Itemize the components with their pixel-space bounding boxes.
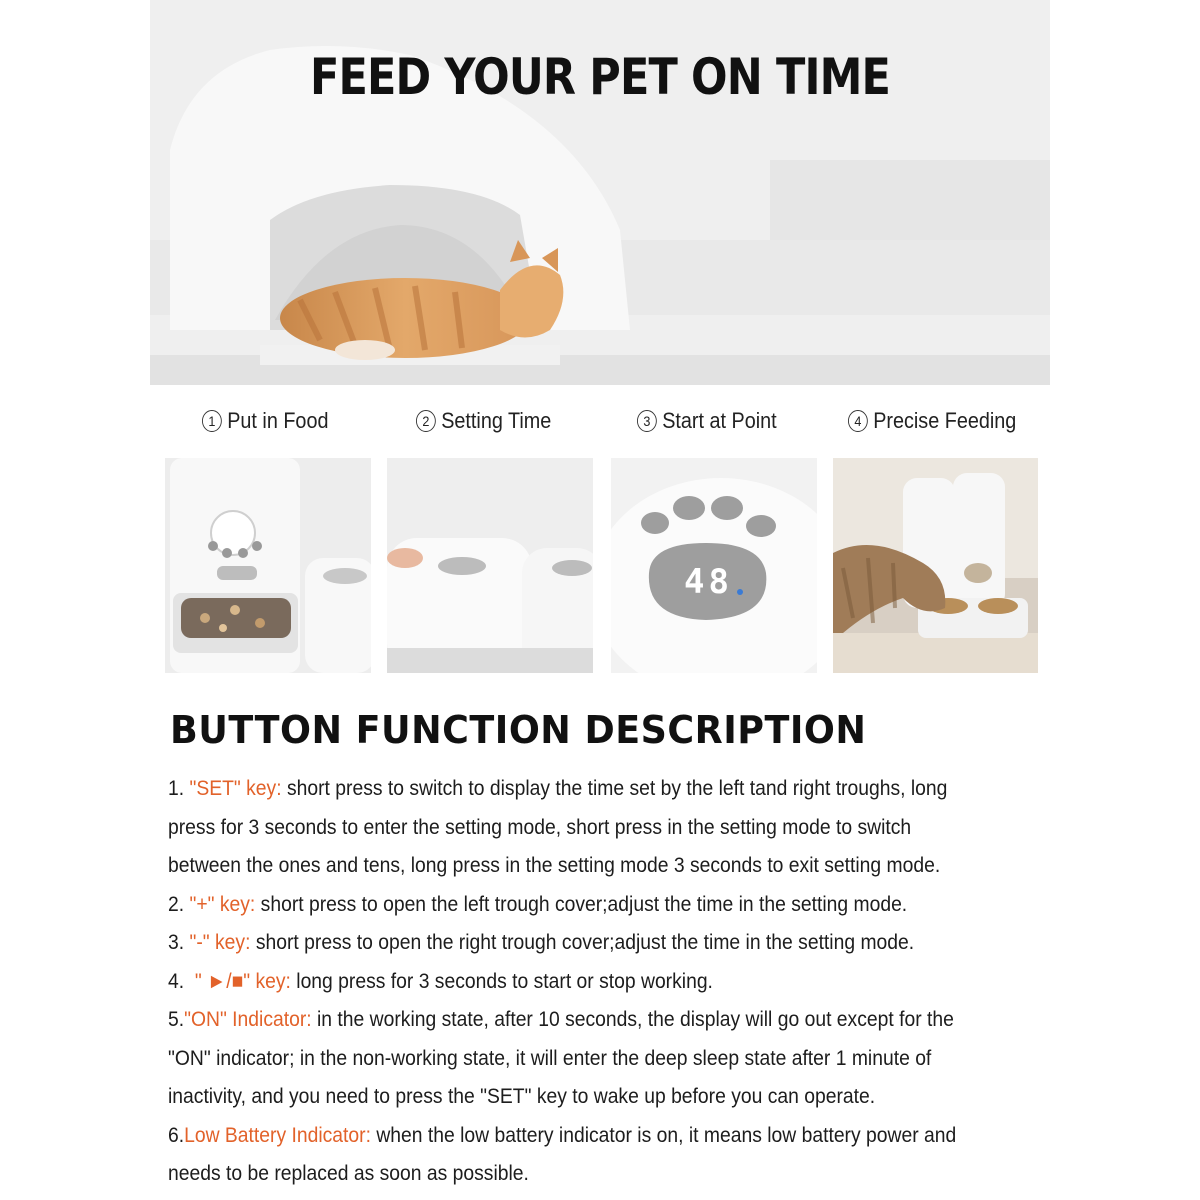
button-description-list: [168, 770, 1048, 1194]
step-label: Put in Food: [227, 408, 329, 433]
steps-row: [150, 400, 1050, 450]
item-number: 1.: [168, 777, 190, 800]
timer-display-value: 48: [684, 562, 733, 602]
item-number: 4.: [168, 969, 195, 993]
list-item: [168, 770, 1048, 886]
item-text: inactivity, and you need to press the "SET" key to wake up before you can operate.: [168, 1085, 876, 1108]
key-name: "ON" Indicator:: [184, 1008, 312, 1031]
item-number: 3.: [168, 931, 190, 954]
item-text: in the working state, after 10 seconds, the display will go out except for the: [311, 1008, 954, 1031]
photo-put-in-food: [165, 458, 371, 673]
key-name: "+" key:: [189, 892, 256, 916]
step-number: 4: [848, 410, 868, 432]
list-item: [168, 963, 1048, 1002]
key-name: Low Battery Indicator:: [184, 1123, 371, 1147]
list-item: [168, 1001, 1048, 1117]
key-name: " ►/■" key:: [194, 969, 291, 993]
item-number: 2.: [168, 892, 190, 916]
step-number: 1: [202, 410, 222, 432]
photo-start-at-point: [611, 458, 817, 673]
item-text: needs to be replaced as soon as possible.: [168, 1162, 529, 1185]
step-number: 3: [637, 410, 657, 432]
item-text: press for 3 seconds to enter the setting mode, short press in the setting mode to switch: [168, 815, 912, 839]
item-text: short press to open the left trough cover;adjust the time in the setting mode.: [255, 892, 908, 916]
step-label: Precise Feeding: [873, 408, 1017, 433]
photo-precise-feeding: [833, 458, 1038, 673]
item-text: "ON" indicator; in the non-working state, it will enter the deep sleep state after 1 minute of: [168, 1046, 932, 1070]
step-2: [416, 408, 551, 434]
step-3: [637, 408, 777, 434]
key-name: "-" key:: [189, 931, 251, 954]
list-item: [168, 924, 1048, 963]
step-number: 2: [416, 410, 436, 432]
item-number: 6.: [168, 1123, 185, 1147]
step-1: [202, 408, 328, 434]
key-name: "SET" key:: [189, 777, 282, 800]
section-heading: BUTTON FUNCTION DESCRIPTION: [170, 708, 867, 752]
list-item: [168, 1117, 1048, 1194]
step-label: Start at Point: [662, 408, 777, 433]
list-item: [168, 886, 1048, 925]
item-text: short press to switch to display the time set by the left tand right troughs, long: [281, 777, 948, 800]
item-text: short press to open the right trough cover;adjust the time in the setting mode.: [250, 931, 915, 954]
page-title: FEED YOUR PET ON TIME: [309, 48, 891, 106]
step-4: [848, 408, 1016, 434]
step-label: Setting Time: [441, 408, 552, 433]
item-text: when the low battery indicator is on, it means low battery power and: [370, 1123, 957, 1147]
photo-setting-time: [387, 458, 593, 673]
item-text: between the ones and tens, long press in the setting mode 3 seconds to exit setting mode.: [168, 854, 941, 877]
item-text: long press for 3 seconds to start or stop working.: [290, 969, 713, 993]
item-number: 5.: [168, 1008, 185, 1031]
